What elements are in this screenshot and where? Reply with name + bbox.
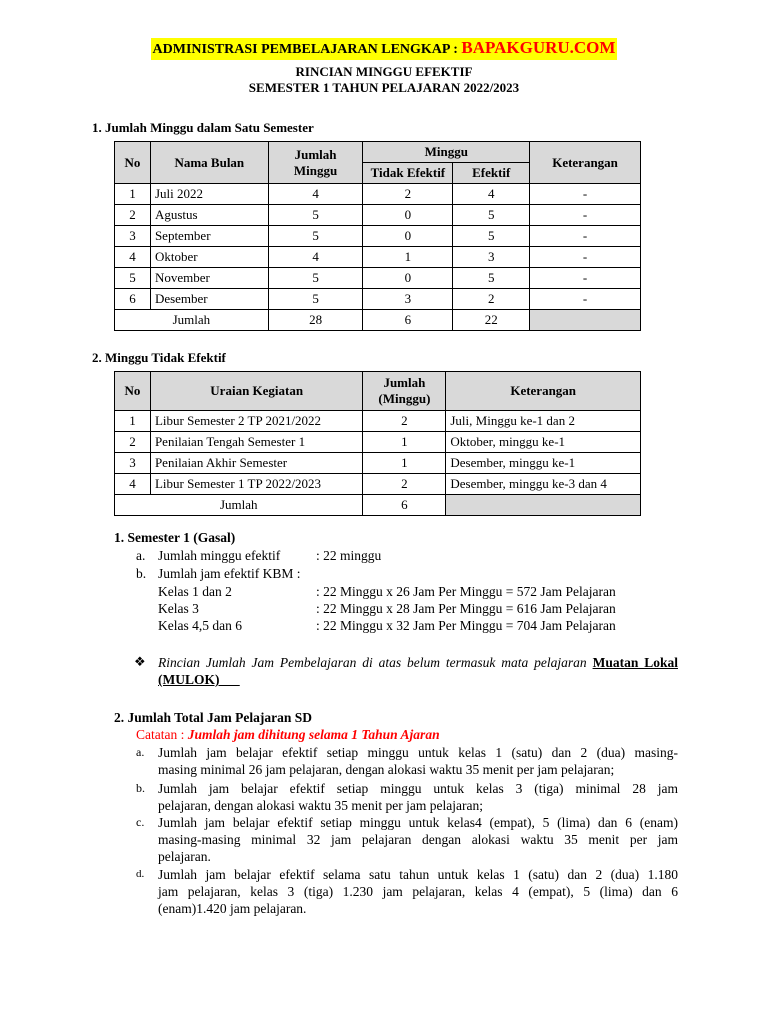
header-count: Jumlah (Minggu): [363, 372, 446, 411]
table-row: 4 Oktober 4 1 3 -: [115, 247, 641, 268]
banner-highlight: [151, 38, 618, 60]
list-item: Jumlah jam belajar efektif setiap minggu untuk kelas4 (empat), 5 (lima) dan 6 (enam) masing-masing minimal 32 jam pelajaran dengan alokasi waktu 35 menit per jam pelajaran.: [158, 815, 678, 864]
table-row: 6 Desember 5 3 2 -: [115, 289, 641, 310]
table-row: 1 Juli 2022 4 2 4 -: [115, 184, 641, 205]
item-a-label: a.: [136, 548, 146, 563]
header-effective: Efektif: [453, 163, 530, 184]
effective-weeks-table: [114, 141, 641, 331]
item-label: d.: [136, 868, 145, 880]
class-name: Kelas 1 dan 2: [158, 584, 232, 599]
header-total: Jumlah Minggu: [268, 142, 363, 184]
note-bullet-icon: ❖: [134, 654, 146, 669]
item-b-label: b.: [136, 566, 147, 581]
catatan-text: Jumlah jam dihitung selama 1 Tahun Ajaran: [187, 727, 440, 742]
class-name: Kelas 4,5 dan 6: [158, 618, 242, 633]
header-weeks: Minggu: [363, 142, 530, 163]
table-row: 5 November 5 0 5 -: [115, 268, 641, 289]
class-value: : 22 Minggu x 26 Jam Per Minggu = 572 Jam Pelajaran: [316, 584, 616, 599]
class-value: : 22 Minggu x 32 Jam Per Minggu = 704 Jam Pelajaran: [316, 618, 616, 633]
header-note: Keterangan: [530, 142, 641, 184]
item-b-text: Jumlah jam efektif KBM :: [158, 566, 301, 581]
class-name: Kelas 3: [158, 601, 199, 616]
header-activity: Uraian Kegiatan: [150, 372, 363, 411]
header-no: No: [115, 142, 151, 184]
table-footer-row: Jumlah 28 6 22: [115, 310, 641, 331]
catatan: [136, 727, 440, 743]
item-a-text: Jumlah minggu efektif: [158, 548, 281, 563]
table-row: 3 September 5 0 5 -: [115, 226, 641, 247]
document-title: RINCIAN MINGGU EFEKTIF: [295, 64, 473, 79]
section2-heading: 2. Minggu Tidak Efektif: [92, 350, 226, 365]
class-value: : 22 Minggu x 28 Jam Per Minggu = 616 Jam Pelajaran: [316, 601, 616, 616]
table-footer-row: Jumlah 6: [115, 495, 641, 516]
item-a-value: : 22 minggu: [316, 548, 382, 563]
header-no: No: [115, 372, 151, 411]
list-item: Jumlah jam belajar efektif setiap minggu untuk kelas 3 (tiga) minimal 28 jam pelajaran, dengan alokasi waktu 35 menit per jam pelajaran;: [158, 781, 678, 813]
table-row: 2 Agustus 5 0 5 -: [115, 205, 641, 226]
list-item: Jumlah jam belajar efektif setiap minggu untuk kelas 1 (satu) dan 2 (dua) masing- masing minimal 26 jam pelajaran, dengan alokasi waktu 35 menit per jam pelajaran;: [158, 745, 678, 777]
item-label: a.: [136, 745, 145, 759]
item-label: c.: [136, 815, 145, 829]
document-subtitle: SEMESTER 1 TAHUN PELAJARAN 2022/2023: [248, 80, 520, 95]
banner-brand: BAPAKGURU.COM: [461, 38, 616, 57]
banner-prefix: ADMINISTRASI PEMBELAJARAN LENGKAP :: [152, 42, 458, 57]
banner: [0, 38, 768, 60]
semester-heading: 1. Semester 1 (Gasal): [114, 530, 236, 545]
header-not-effective: Tidak Efektif: [363, 163, 453, 184]
note-text: Rincian Jumlah Jam Pembelajaran di atas belum termasuk mata pelajaran: [158, 655, 587, 670]
table-row: 2 Penilaian Tengah Semester 1 1 Oktober, minggu ke-1: [115, 432, 641, 453]
header-note: Keterangan: [446, 372, 641, 411]
table-row: 4 Libur Semester 1 TP 2022/2023 2 Desember, minggu ke-3 dan 4: [115, 474, 641, 495]
note-bold: Muatan Lokal (MULOK): [158, 655, 678, 687]
catatan-label: Catatan :: [136, 727, 185, 742]
table-row: 3 Penilaian Akhir Semester 1 Desember, minggu ke-1: [115, 453, 641, 474]
list-item: Jumlah jam belajar efektif selama satu tahun untuk kelas 1 (satu) dan 2 (dua) 1.180 jam pelajaran, kelas 3 (tiga) 1.230 jam pelajaran, kelas 4 (empat), 5 (lima) dan 6 (enam)1.420 jam pelajaran.: [158, 867, 678, 916]
table-row: 1 Libur Semester 2 TP 2021/2022 2 Juli, Minggu ke-1 dan 2: [115, 411, 641, 432]
total-heading: 2. Jumlah Total Jam Pelajaran SD: [114, 710, 313, 725]
item-label: b.: [136, 781, 145, 795]
header-month: Nama Bulan: [150, 142, 268, 184]
mulok-note: [158, 654, 678, 688]
non-effective-weeks-table: [114, 371, 641, 516]
section1-heading: 1. Jumlah Minggu dalam Satu Semester: [92, 120, 314, 135]
